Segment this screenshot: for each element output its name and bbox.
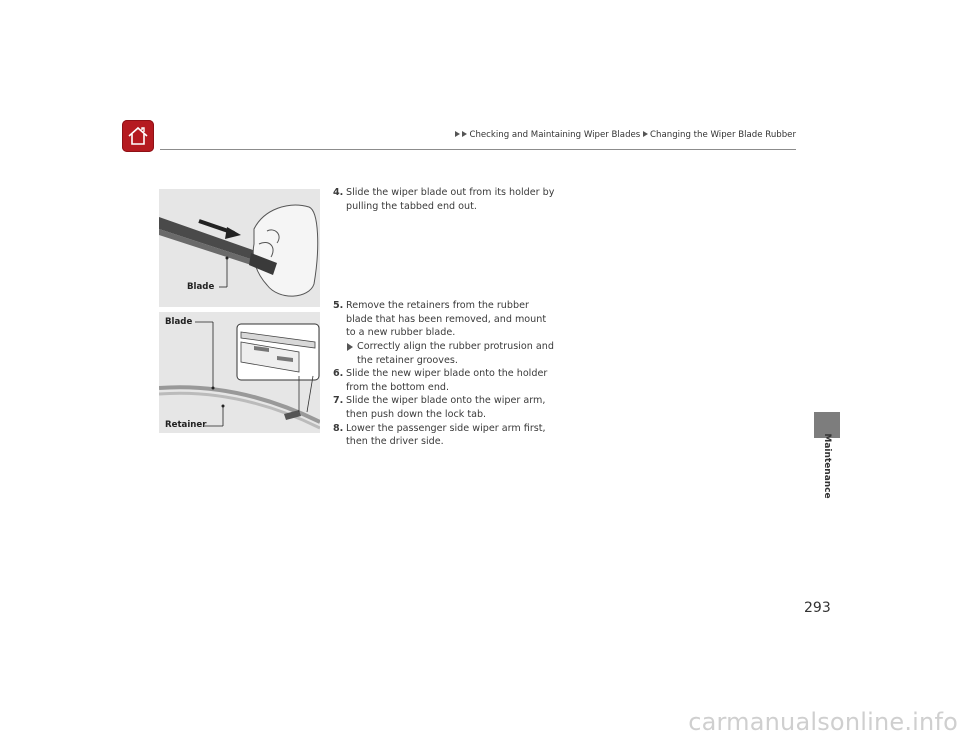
blade-retainer-illustration (159, 312, 320, 433)
step-number: 5. (333, 300, 344, 312)
step-5-note (333, 340, 558, 367)
breadcrumb-item-2[interactable]: Changing the Wiper Blade Rubber (650, 130, 796, 140)
note-text: Correctly align the rubber protrusion and the retainer grooves. (357, 340, 554, 366)
step-text: Slide the new wiper blade onto the holder from the bottom end. (346, 368, 548, 393)
home-button[interactable] (122, 120, 154, 152)
note-arrow-icon (347, 343, 353, 351)
page-number: 293 (804, 600, 831, 616)
retainer-callout: Retainer (165, 420, 207, 430)
instruction-steps (333, 186, 558, 449)
step-number: 4. (333, 187, 344, 198)
step-5 (333, 299, 558, 340)
step-number: 8. (333, 422, 344, 434)
blade-callout: Blade (187, 282, 215, 292)
section-label: Maintenance (822, 433, 832, 499)
step-6 (333, 367, 558, 394)
step-text: Lower the passenger side wiper arm first, then the driver side. (346, 422, 546, 448)
step-4 (333, 186, 558, 213)
breadcrumb-arrow-icon (462, 131, 467, 137)
step-7 (333, 394, 558, 421)
breadcrumb (455, 130, 796, 140)
step-number: 6. (333, 368, 344, 380)
wiper-holder-illustration (159, 189, 320, 307)
header-divider (160, 149, 796, 150)
step-text: Slide the wiper blade onto the wiper arm, then push down the lock tab. (346, 395, 546, 420)
breadcrumb-arrow-icon (643, 131, 648, 137)
home-icon (126, 124, 150, 148)
step-text: Slide the wiper blade out from its holder by pulling the tabbed end out. (346, 187, 555, 212)
step-8 (333, 422, 558, 449)
figure-retainer (159, 312, 320, 433)
step-text: Remove the retainers from the rubber blade that has been removed, and mount to a new rubber blade. (346, 300, 547, 339)
figure-remove-blade (159, 189, 320, 307)
watermark: carmanualsonline.info (688, 708, 958, 736)
blade-callout: Blade (165, 317, 193, 327)
step-number: 7. (333, 395, 344, 407)
breadcrumb-item-1[interactable]: Checking and Maintaining Wiper Blades (469, 130, 641, 140)
breadcrumb-arrow-icon (455, 131, 460, 137)
